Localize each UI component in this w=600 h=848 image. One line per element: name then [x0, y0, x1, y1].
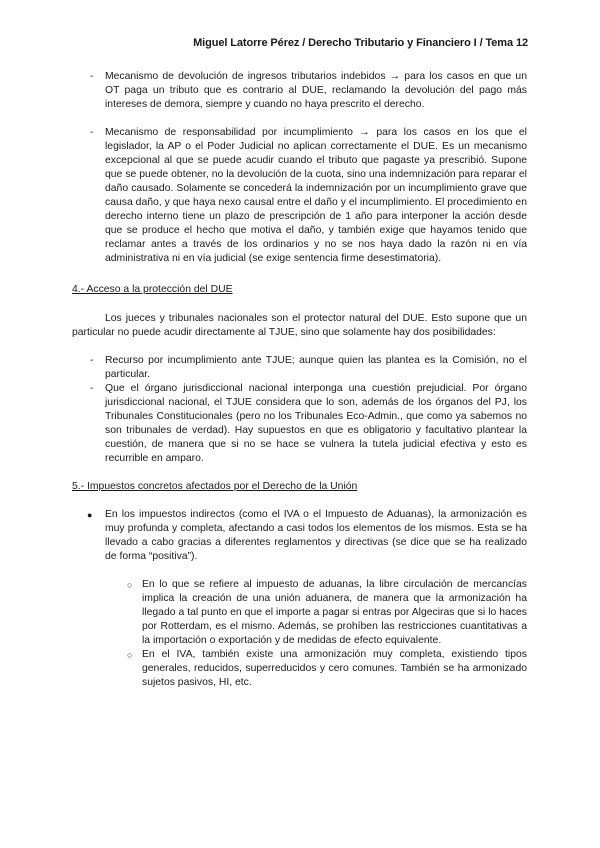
list-item [72, 382, 527, 466]
dash-marker: - [90, 71, 94, 82]
section-4-intro: Los jueces y tribunales nacionales son el protector natural del DUE. Esto supone que un particular no puede acudir directamente al TJUE, sino que solamente hay dos posibilidades: [72, 313, 527, 338]
list-item [72, 70, 527, 112]
dash-marker: - [90, 383, 94, 394]
list-item-text: Que el órgano jurisdiccional nacional interponga una cuestión prejudicial. Por órgano jurisdiccional nacional, el TJUE considera que lo son, además de los órganos del PJ, los Tribunales Constitucionales (pero no los Tribunales Eco-Admin., que como ya sabemos no son tribunales de verdad). Hay supuestos en que es obligatorio y facultativo plantear la cuestión, de manera que si no se hace se vulnera la tutela judicial efectiva y esto es recurrible en amparo. [105, 383, 527, 464]
list-item-text: Recurso por incumplimiento ante TJUE; aunque quien las plantea es la Comisión, no el particular. [105, 355, 527, 380]
section-heading-5: 5.- Impuestos concretos afectados por el Derecho de la Unión [72, 481, 358, 492]
list-item [72, 648, 527, 690]
list-item [72, 578, 527, 648]
bullet-marker: ● [87, 510, 93, 520]
list-item [72, 508, 527, 564]
list-item [72, 126, 527, 266]
dash-marker: - [90, 127, 94, 138]
list-item-text: Mecanismo de responsabilidad por incumplimiento → para los casos en los que el legislador, la AP o el Poder Judicial no aplican correctamente el DUE. Es un mecanismo excepcional al que se puede acudir cuando el tributo que pagaste ya prescribió. Supone que se puede obtener, no la devolución de la cuota, sino una indemnización para reparar el daño causado. Solamente se concederá la indemnización por un incumplimiento grave que causa daño, y que haya nexo causal entre el daño y el incumplimiento. El procedimiento en derecho interno tiene un plazo de prescripción de 1 año para interponer la acción desde que se produce el hecho que motiva el daño, y también exige que hayamos tenido que reclamar antes a través de los ordinarios y no se nos haya dado la razón ni en vía administrativa ni en vía judicial (se exige sentencia firme desestimatoria). [105, 127, 527, 264]
circle-marker: ○ [127, 650, 133, 660]
dash-marker: - [90, 355, 94, 366]
circle-marker: ○ [127, 580, 133, 590]
list-item-text: En el IVA, también existe una armonización muy completa, existiendo tipos generales, reducidos, superreducidos y cero comunes. También se ha armonizado sujetos pasivos, HI, etc. [142, 649, 527, 688]
list-item-text: Mecanismo de devolución de ingresos tributarios indebidos → para los casos en que un OT paga un tributo que es contrario al DUE, reclamando la devolución del pago más intereses de demora, siempre y cuando no haya prescrito el derecho. [105, 71, 527, 110]
list-item-text: En lo que se refiere al impuesto de aduanas, la libre circulación de mercancías implica la creación de una unión aduanera, de manera que la armonización ha llegado a tal punto en que el importe a pagar si entras por Algeciras que si lo haces por Rotterdam, es el mismo. Además, se prohíben las restricciones cuantitativas a la importación o exportación y de medidas de efecto equivalente. [142, 579, 527, 646]
running-header: Miguel Latorre Pérez / Derecho Tributario y Financiero I / Tema 12 [193, 37, 528, 49]
list-item [72, 354, 527, 382]
document-body [72, 70, 527, 690]
section-heading-4: 4.- Acceso a la protección del DUE [72, 284, 233, 295]
list-item-text: En los impuestos indirectos (como el IVA o el Impuesto de Aduanas), la armonización es muy profunda y completa, afectando a casi todos los elementos de los mismos. Esta se ha llevado a cabo gracias a diferentes reglamentos y directivas (se dice que se ha realizado de forma “positiva”). [105, 509, 527, 562]
